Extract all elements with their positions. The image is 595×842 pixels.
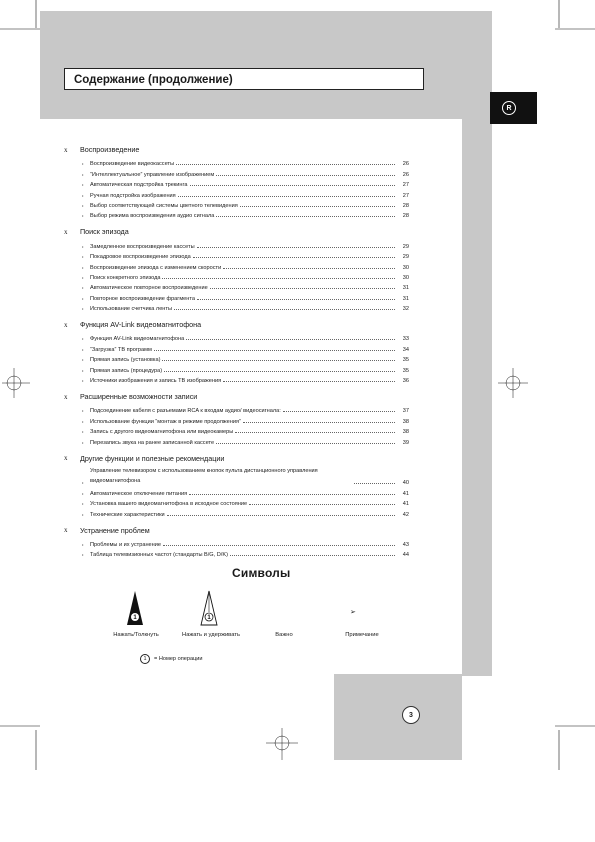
toc-entry-text: • Использование счетчика ленты [90,306,172,313]
toc-entry-text: • Автоматическое отключение питания [90,490,188,497]
toc-entry-text: • Автоматическое повторное воспроизведение [90,285,208,292]
page-title: Содержание (продолжение) [64,68,424,90]
toc-entry-page: 30 [402,264,409,271]
toc-entry [64,271,409,281]
toc-entry-page: 41 [402,501,409,508]
section-bullet-icon: x [64,526,68,535]
toc-entry-text: • Ручная подстройка изображения [90,192,176,199]
leader-dots [243,422,395,423]
toc-entry-text: • Управление телевизором с использованием кнопок пульта дистанционного управления видеомагнитофона [90,467,318,484]
toc-entry-page: 29 [402,254,409,261]
toc-entry [64,507,409,517]
toc-entry-page: 29 [402,243,409,250]
toc-entry-text: • “Интеллектуальное” управление изображением [90,171,215,178]
toc-entry-text: • Проблемы и их устранение [90,541,161,548]
section-bullet-icon: x [64,392,68,401]
leader-dots [162,278,395,279]
registration-target-bottom [266,728,298,760]
leader-dots [164,371,395,372]
toc-entry-page: 44 [402,552,409,559]
toc-entry-page: 38 [402,429,409,436]
toc-section-heading [64,319,409,330]
section-title: Устранение проблем [80,525,150,535]
toc-entry-text: • Прямая запись (процедура) [90,367,163,374]
section-bullet-icon: x [64,145,68,154]
toc-entry [64,548,409,558]
toc-entry-page: 37 [402,408,409,415]
leader-dots [174,309,395,310]
toc-entry [64,363,409,373]
toc-entry [64,178,409,188]
page-number: 3 [402,706,420,724]
leader-dots [190,185,396,186]
toc-section-heading [64,226,409,237]
toc-section [64,391,409,446]
leader-dots [249,504,395,505]
toc-entry-text: • Воспроизведение эпизода с изменением скорости [90,264,222,271]
toc-entry-page: 31 [402,295,409,302]
leader-dots [163,545,395,546]
toc-entry-page: 32 [402,306,409,313]
toc-entry-page: 26 [402,171,409,178]
grey-band-top [40,11,492,119]
toc-entry-text: • Автоматическая подстройка трекинга [90,182,188,189]
section-bullet-icon: x [64,320,68,329]
toc-entry-page: 30 [402,274,409,281]
leader-dots [154,350,395,351]
toc-entry-page: 31 [402,285,409,292]
toc-entry-text: • Установка вашего видеомагнитофона в исходное состояние [90,501,248,508]
toc-entry-text: • Выбор режима воспроизведения аудио сигнала [90,213,215,220]
toc-entry-page: 28 [402,202,409,209]
important-icon [270,608,290,622]
toc-entry-text: • Воспроизведение видеокассеты [90,161,175,168]
toc-entry-page: 27 [402,192,409,199]
toc-entry-page: 36 [402,378,409,385]
leader-dots [210,288,395,289]
toc-entry [64,209,409,219]
leader-dots [162,360,395,361]
section-bullet-icon: x [64,454,68,463]
toc-section [64,453,409,518]
toc-entry [64,425,409,435]
toc-entry-page: 39 [402,439,409,446]
toc-entry [64,342,409,352]
leader-dots [193,257,395,258]
press-push-icon [124,590,146,626]
step-number: 1 [133,615,137,622]
toc-entry-text: • Функция AV-Link видеомагнитофона [90,336,185,343]
toc-entry [64,435,409,445]
toc-section [64,226,409,312]
section-title: Поиск эпизода [80,227,129,237]
toc-entry [64,353,409,363]
toc-entry [64,302,409,312]
leader-dots [197,247,395,248]
grey-band-bottom [334,674,462,760]
section-title: Функция AV-Link видеомагнитофона [80,320,202,330]
toc-entry-page: 43 [402,541,409,548]
section-title: Другие функции и полезные рекомендации [80,453,225,463]
toc-entry-page: 33 [402,336,409,343]
toc-entry-page: 26 [402,161,409,168]
leader-dots [216,175,395,176]
leader-dots [167,515,395,516]
leader-dots [178,196,395,197]
toc-entry-text: • Технические характеристики [90,511,165,518]
toc-entry [64,414,409,424]
toc-entry-page: 27 [402,182,409,189]
toc-entry-text: • Поиск конкретного эпизода [90,274,161,281]
leader-dots [354,483,395,484]
toc-entry [64,260,409,270]
operation-number-text: = Номер операции [154,656,203,662]
toc-entry-text: • “Загрузка” ТВ программ [90,346,152,353]
toc-section [64,525,409,559]
toc-entry-page: 35 [402,357,409,364]
toc-entry [64,486,409,496]
toc-entry [64,332,409,342]
leader-dots [283,411,395,412]
section-title: Воспроизведение [80,145,140,154]
toc-entry [64,188,409,198]
registration-target-left [2,368,30,398]
toc-entry-text: • Подсоединение кабеля с разъемами RCA к входам аудио/ видеосигнала: [90,408,281,415]
leader-dots [216,216,395,217]
toc-entry-text: • Замедленное воспроизведение кассеты [90,243,195,250]
toc-entry [64,291,409,301]
toc-entry-text: • Источники изображения и запись ТВ изображения [90,378,222,385]
toc-entry-page: 28 [402,213,409,220]
symbols-heading: Символы [232,566,291,580]
leader-dots [223,381,395,382]
toc-entry-page: 34 [402,346,409,353]
leader-dots [240,206,395,207]
leader-dots [197,299,395,300]
leader-dots [186,339,395,340]
toc-entry [64,167,409,177]
leader-dots [216,443,395,444]
leader-dots [176,164,395,165]
toc-entry [64,538,409,548]
step-number: 1 [207,615,211,622]
press-hold-icon [198,590,220,626]
toc-entry-text: • Перезапись звука на ранее записанной кассете [90,439,215,446]
section-title: Расширенные возможности записи [80,392,198,402]
symbol-label-note: Примечание [345,632,379,638]
toc-entry-page: 35 [402,367,409,374]
toc-entry [64,239,409,249]
toc-entry-text: • Выбор соответствующей системы цветного телевидения [90,202,238,209]
toc-entry-text: • Покадровое воспроизведение эпизода [90,254,191,261]
toc-section-heading [64,391,409,402]
toc-entry [64,404,409,414]
leader-dots [189,494,395,495]
language-badge: R [502,101,516,115]
toc-entry-page: 42 [402,511,409,518]
leader-dots [223,268,395,269]
toc-entry-text: • Таблица телевизионных частот (стандарты B/G, D/K) [90,552,228,559]
registration-target-right [498,368,528,398]
leader-dots [235,432,395,433]
toc-section-heading [64,453,409,464]
toc-entry-page: 38 [402,418,409,425]
grey-band-right [462,11,492,676]
leader-dots [230,555,395,556]
toc-section [64,319,409,384]
toc-entry-text: • Запись с другого видеомагнитофона или видеокамеры [90,429,234,436]
symbol-label-important: Важно [275,632,293,638]
toc-section-heading [64,144,409,155]
symbol-label-hold: Нажать и удерживать [182,632,240,638]
toc-section [64,144,409,219]
operation-number-legend [140,654,203,664]
toc-entry [64,157,409,167]
operation-number-marker: 1 [140,654,150,664]
toc-entry-text: • Повторное воспроизведение фрагмента [90,295,195,302]
toc-entry-text: • Использование функции “монтаж в режиме продолжения” [90,418,241,425]
toc-entry [64,497,409,507]
toc-entry [64,374,409,384]
symbol-label-press: Нажать/Толкнуть [113,632,159,638]
toc-entry [64,199,409,209]
note-icon: ➢ [350,608,356,616]
toc-section-heading [64,525,409,536]
toc-entry-text: • Прямая запись (установка) [90,357,161,364]
toc-entry-page: 40 [402,480,409,487]
toc-entry-page: 41 [402,490,409,497]
toc-entry [64,466,409,487]
section-bullet-icon: x [64,227,68,236]
toc-entry [64,250,409,260]
table-of-contents [64,144,409,565]
toc-entry [64,281,409,291]
